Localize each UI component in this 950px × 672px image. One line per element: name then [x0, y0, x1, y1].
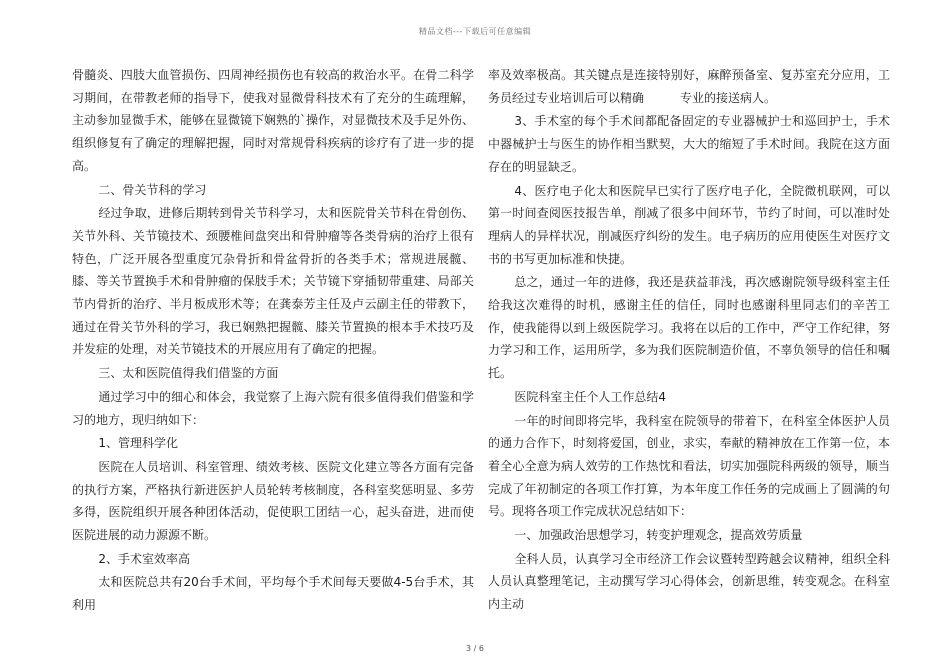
section-heading: 医院科室主任个人工作总结4: [514, 389, 667, 404]
paragraph: 全科人员，认真学习全市经济工作会议暨转型跨越会议精神，组织全科人员认真整理笔记，主动撰写学习心得体会，创新思维，转变观念。在科室内主动: [488, 551, 890, 612]
page-number: 3 / 6: [466, 644, 484, 653]
right-column: [488, 64, 890, 617]
paragraph: 太和医院总共有20台手术间，平均每个手术间每天要做4-5台手术，其利用: [72, 575, 474, 613]
paragraph: 率及效率极高。其关键点是连接特别好，麻醉预备室、复苏室充分应用，工务员经过专业培训后可以精确 专业的接送病人。: [488, 68, 890, 105]
section-heading: 一、加强政治思想学习，转变护理观念，提高效劳质量: [514, 528, 803, 543]
paragraph: 骨髓炎、四肢大血管损伤、四周神经损伤也有较高的救治水平。在骨二科学习期间，在带教老师的指导下，使我对显微骨科技术有了充分的生疏理解，主动参加显微手术，能够在显微镜下娴熟的`操作，对显微技术及手足外伤、组织修复有了确定的理解把握，同时对常规骨科疾病的诊疗有了进一步的提高。: [72, 68, 475, 173]
paragraph: 通过学习中的细心和体会，我觉察了上海六院有很多值得我们借鉴和学习的地方，现归纳如下：: [72, 389, 474, 427]
section-heading: 1、管理科学化: [98, 436, 179, 451]
section-heading: 2、手术室效率高: [98, 551, 191, 566]
paragraph: 一年的时间即将完毕，我科室在院领导的带着下，在科室全体医护人员的通力合作下，时刻将爱国，创业，求实，奉献的精神放在工作第一位，本着全心全意为病人效劳的工作热忱和看法，切实加强院科两级的领导，顺当完成了年初制定的各项工作打算，为本年度工作任务的完成画上了圆满的句号。现将各项工作完成状况总结如下：: [488, 413, 890, 519]
paragraph: 经过争取，进修后期转到骨关节科学习，太和医院骨关节科在骨创伤、关节外科、关节镜技术、颈腰椎间盘突出和骨肿瘤等各类骨病的治疗上很有特色，广泛开展各型重度冗杂骨折和骨盆骨折的各类手术；常规进展髋、膝、等关节置换手术和骨肿瘤的保肢手术；关节镜下穿插韧带重建、局部关节内骨折的治疗、半月板成形术等；在龚泰芳主任及卢云副主任的带教下，通过在骨关节外科的学习，我已娴熟把握髋、膝关节置换的根本手术技巧及并发症的处理，对关节镜技术的开展应用有了确定的把握。: [72, 206, 474, 357]
paragraph: 4、医疗电子化太和医院早已实行了医疗电子化，全院微机联网，可以第一时间查阅医技报告单，削减了很多中间环节，节约了时间，可以准时处理病人的异样状况，削减医疗纠纷的发生。电子病历的应用使医生对医疗文书的书写更加标准和快捷。: [488, 183, 890, 266]
paragraph: 总之，通过一年的进修，我还是获益菲浅，再次感谢院领导级科室主任给我这次难得的时机，感谢主任的信任，同时也感谢科里同志们的辛苦工作，使我能得以到上级医院学习。我将在以后的工作中，严守工作纪律，努力学习和工作，运用所学，多为我们医院制造价值，不辜负领导的信任和嘱托。: [488, 275, 890, 381]
section-heading: 二、骨关节科的学习: [98, 182, 207, 197]
section-heading: 三、太和医院值得我们借鉴的方面: [98, 366, 279, 381]
page-header: 精品文档---下载后可任意编辑: [418, 27, 532, 36]
paragraph: 3、手术室的每个手术间都配备固定的专业器械护士和巡回护士，手术中器械护士与医生的协作相当默契，大大的缩短了手术时间。我院在这方面存在的明显缺乏。: [488, 114, 890, 174]
paragraph: 医院在人员培训、科室管理、绩效考核、医院文化建立等各方面有完备的执行方案，严格执行新进医护人员轮转考核制度，各科室奖惩明显、多劳多得，医院组织开展各种团体活动，促使职工团结一心，起头奋进，进而使医院进展的动力源源不断。: [72, 459, 474, 543]
left-column: [72, 64, 474, 618]
